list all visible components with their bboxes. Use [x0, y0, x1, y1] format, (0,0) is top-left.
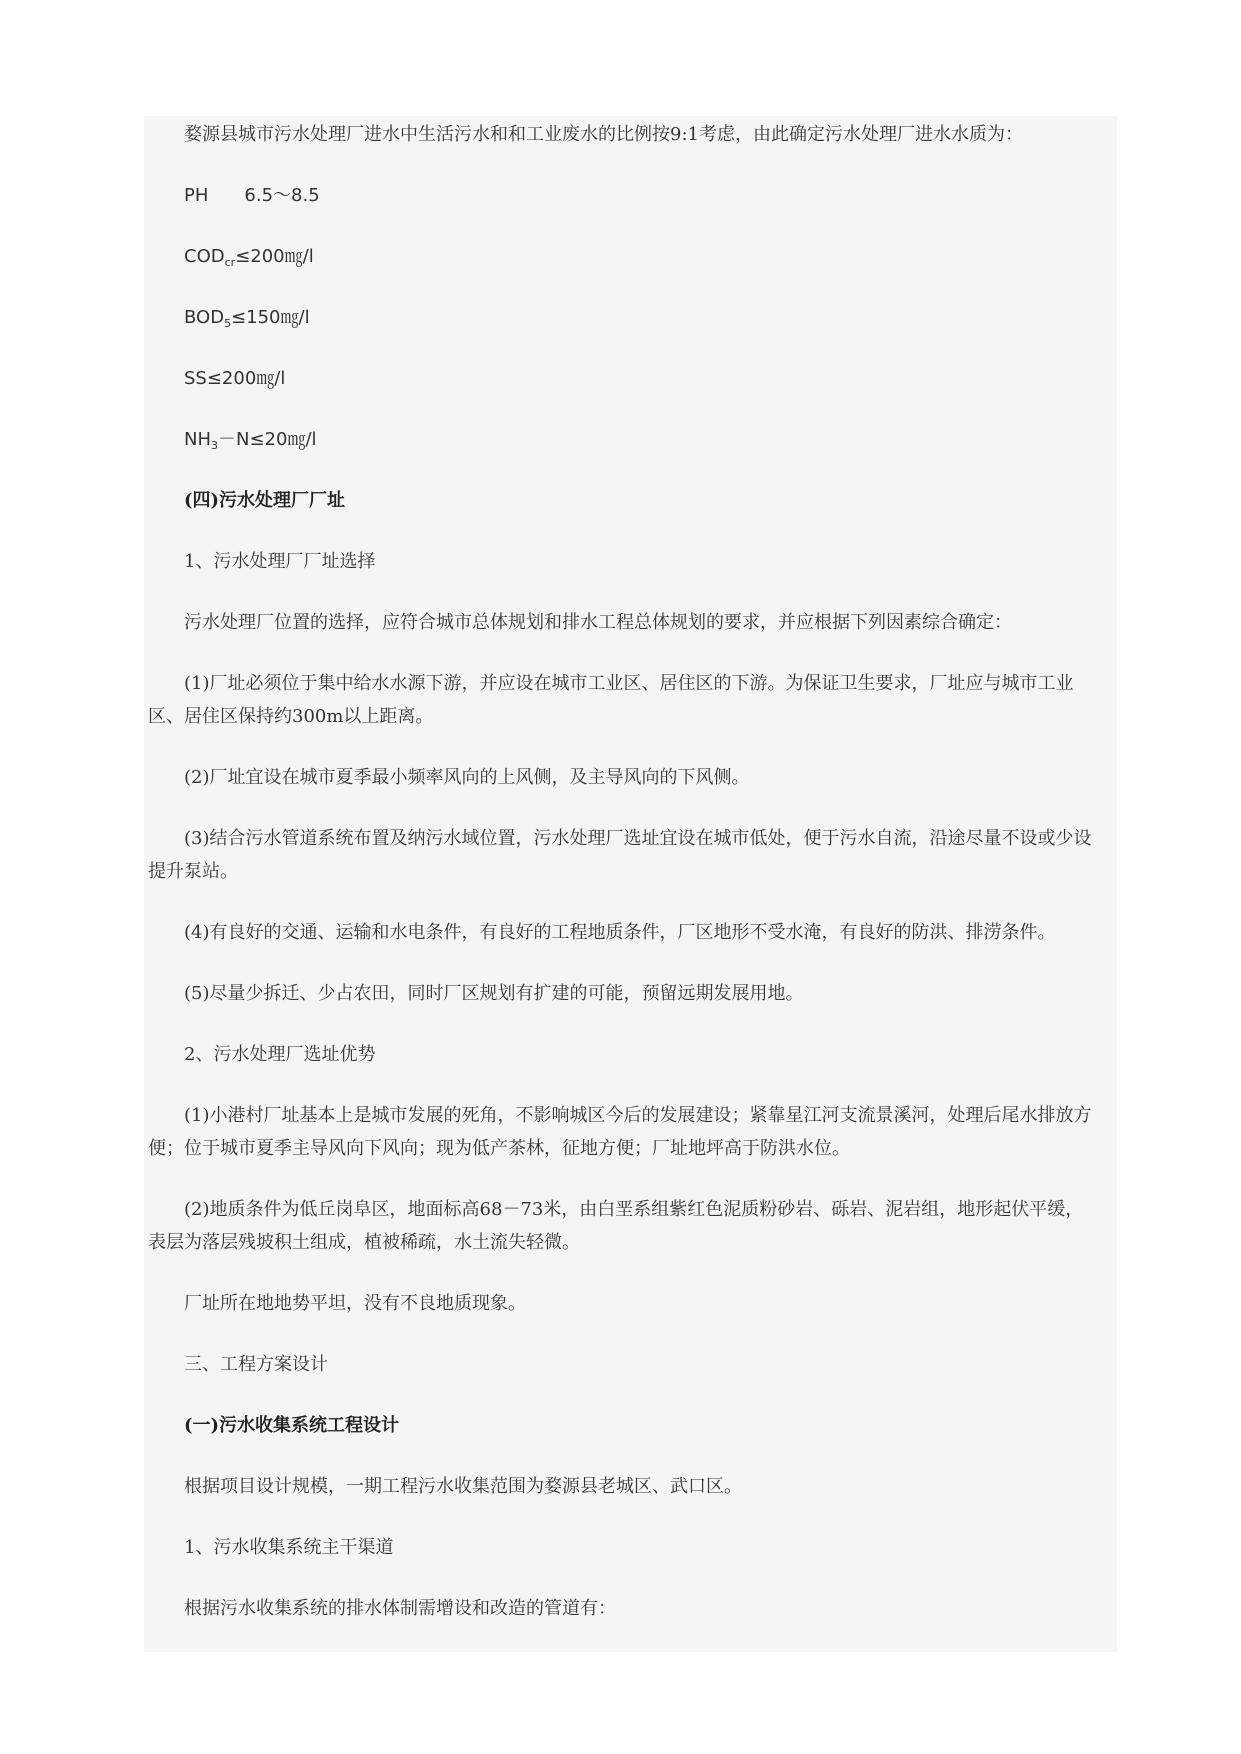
selection-intro: 污水处理厂位置的选择，应符合城市总体规划和排水工程总体规划的要求，并应根据下列因素综合确定： [184, 612, 1012, 633]
ph-value: 6.5～8.5 [244, 185, 320, 206]
bod-subscript: 5 [224, 317, 232, 330]
nh3-subscript: 3 [211, 439, 218, 452]
nh3-value: －N≤20㎎/l [218, 429, 317, 450]
bod-line [184, 301, 1096, 334]
bod-label: BOD [184, 307, 225, 328]
factor-3: (3)结合污水管道系统布置及纳污水域位置，污水处理厂选址宜设在城市低处，便于污水自流，沿途尽量不设或少设提升泵站。 [148, 828, 1092, 882]
nh3-label: NH [184, 429, 211, 450]
intro-paragraph: 婺源县城市污水处理厂进水中生活污水和和工业废水的比例按9:1考虑，由此确定污水处理厂进水水质为： [184, 124, 1023, 145]
advantage-2: (2)地质条件为低丘岗阜区，地面标高68－73米，由白垩系组紫红色泥质粉砂岩、砾岩、泥岩组，地形起伏平缓，表层为落层残坡积土组成，植被稀疏，水土流失轻微。 [148, 1199, 1084, 1253]
section-heading-3: 三、工程方案设计 [184, 1354, 328, 1375]
cod-label: COD [184, 246, 225, 267]
factor-1: (1)厂址必须位于集中给水水源下游，并应设在城市工业区、居住区的下游。为保证卫生要求，厂址应与城市工业区、居住区保持约300m以上距离。 [148, 673, 1074, 727]
scope-paragraph: 根据项目设计规模，一期工程污水收集范围为婺源县老城区、武口区。 [184, 1476, 742, 1497]
item-heading-site-selection: 1、污水处理厂厂址选择 [184, 551, 376, 572]
document-panel [144, 116, 1117, 1652]
item-heading-site-advantages: 2、污水处理厂选址优势 [184, 1044, 376, 1065]
factor-4: (4)有良好的交通、运输和水电条件，有良好的工程地质条件，厂区地形不受水淹，有良好的防洪、排涝条件。 [184, 922, 1056, 943]
factor-2: (2)厂址宜设在城市夏季最小频率风向的上风侧，及主导风向的下风侧。 [184, 767, 750, 788]
bod-value: ≤150㎎/l [231, 307, 310, 328]
ph-line [184, 179, 1096, 212]
terrain-paragraph: 厂址所在地地势平坦，没有不良地质现象。 [184, 1293, 526, 1314]
cod-line [184, 240, 1096, 273]
cod-subscript: cr [224, 256, 236, 269]
advantage-1: (1)小港村厂址基本上是城市发展的死角，不影响城区今后的发展建设；紧靠星江河支流景溪河，处理后尾水排放方便；位于城市夏季主导风向下风向；现为低产茶林，征地方便；厂址地坪高于防洪水位。 [148, 1105, 1092, 1159]
nh3-line [184, 423, 1096, 456]
ss-line: SS≤200㎎/l [184, 368, 286, 389]
cod-value: ≤200㎎/l [235, 246, 314, 267]
item-heading-main-channels: 1、污水收集系统主干渠道 [184, 1537, 394, 1558]
ph-label: PH [184, 185, 209, 206]
section-heading-4: (四)污水处理厂厂址 [184, 490, 346, 511]
pipes-intro: 根据污水收集系统的排水体制需增设和改造的管道有： [184, 1598, 616, 1619]
factor-5: (5)尽量少拆迁、少占农田，同时厂区规划有扩建的可能，预留远期发展用地。 [184, 983, 804, 1004]
section-heading-3-1: (一)污水收集系统工程设计 [184, 1415, 400, 1436]
